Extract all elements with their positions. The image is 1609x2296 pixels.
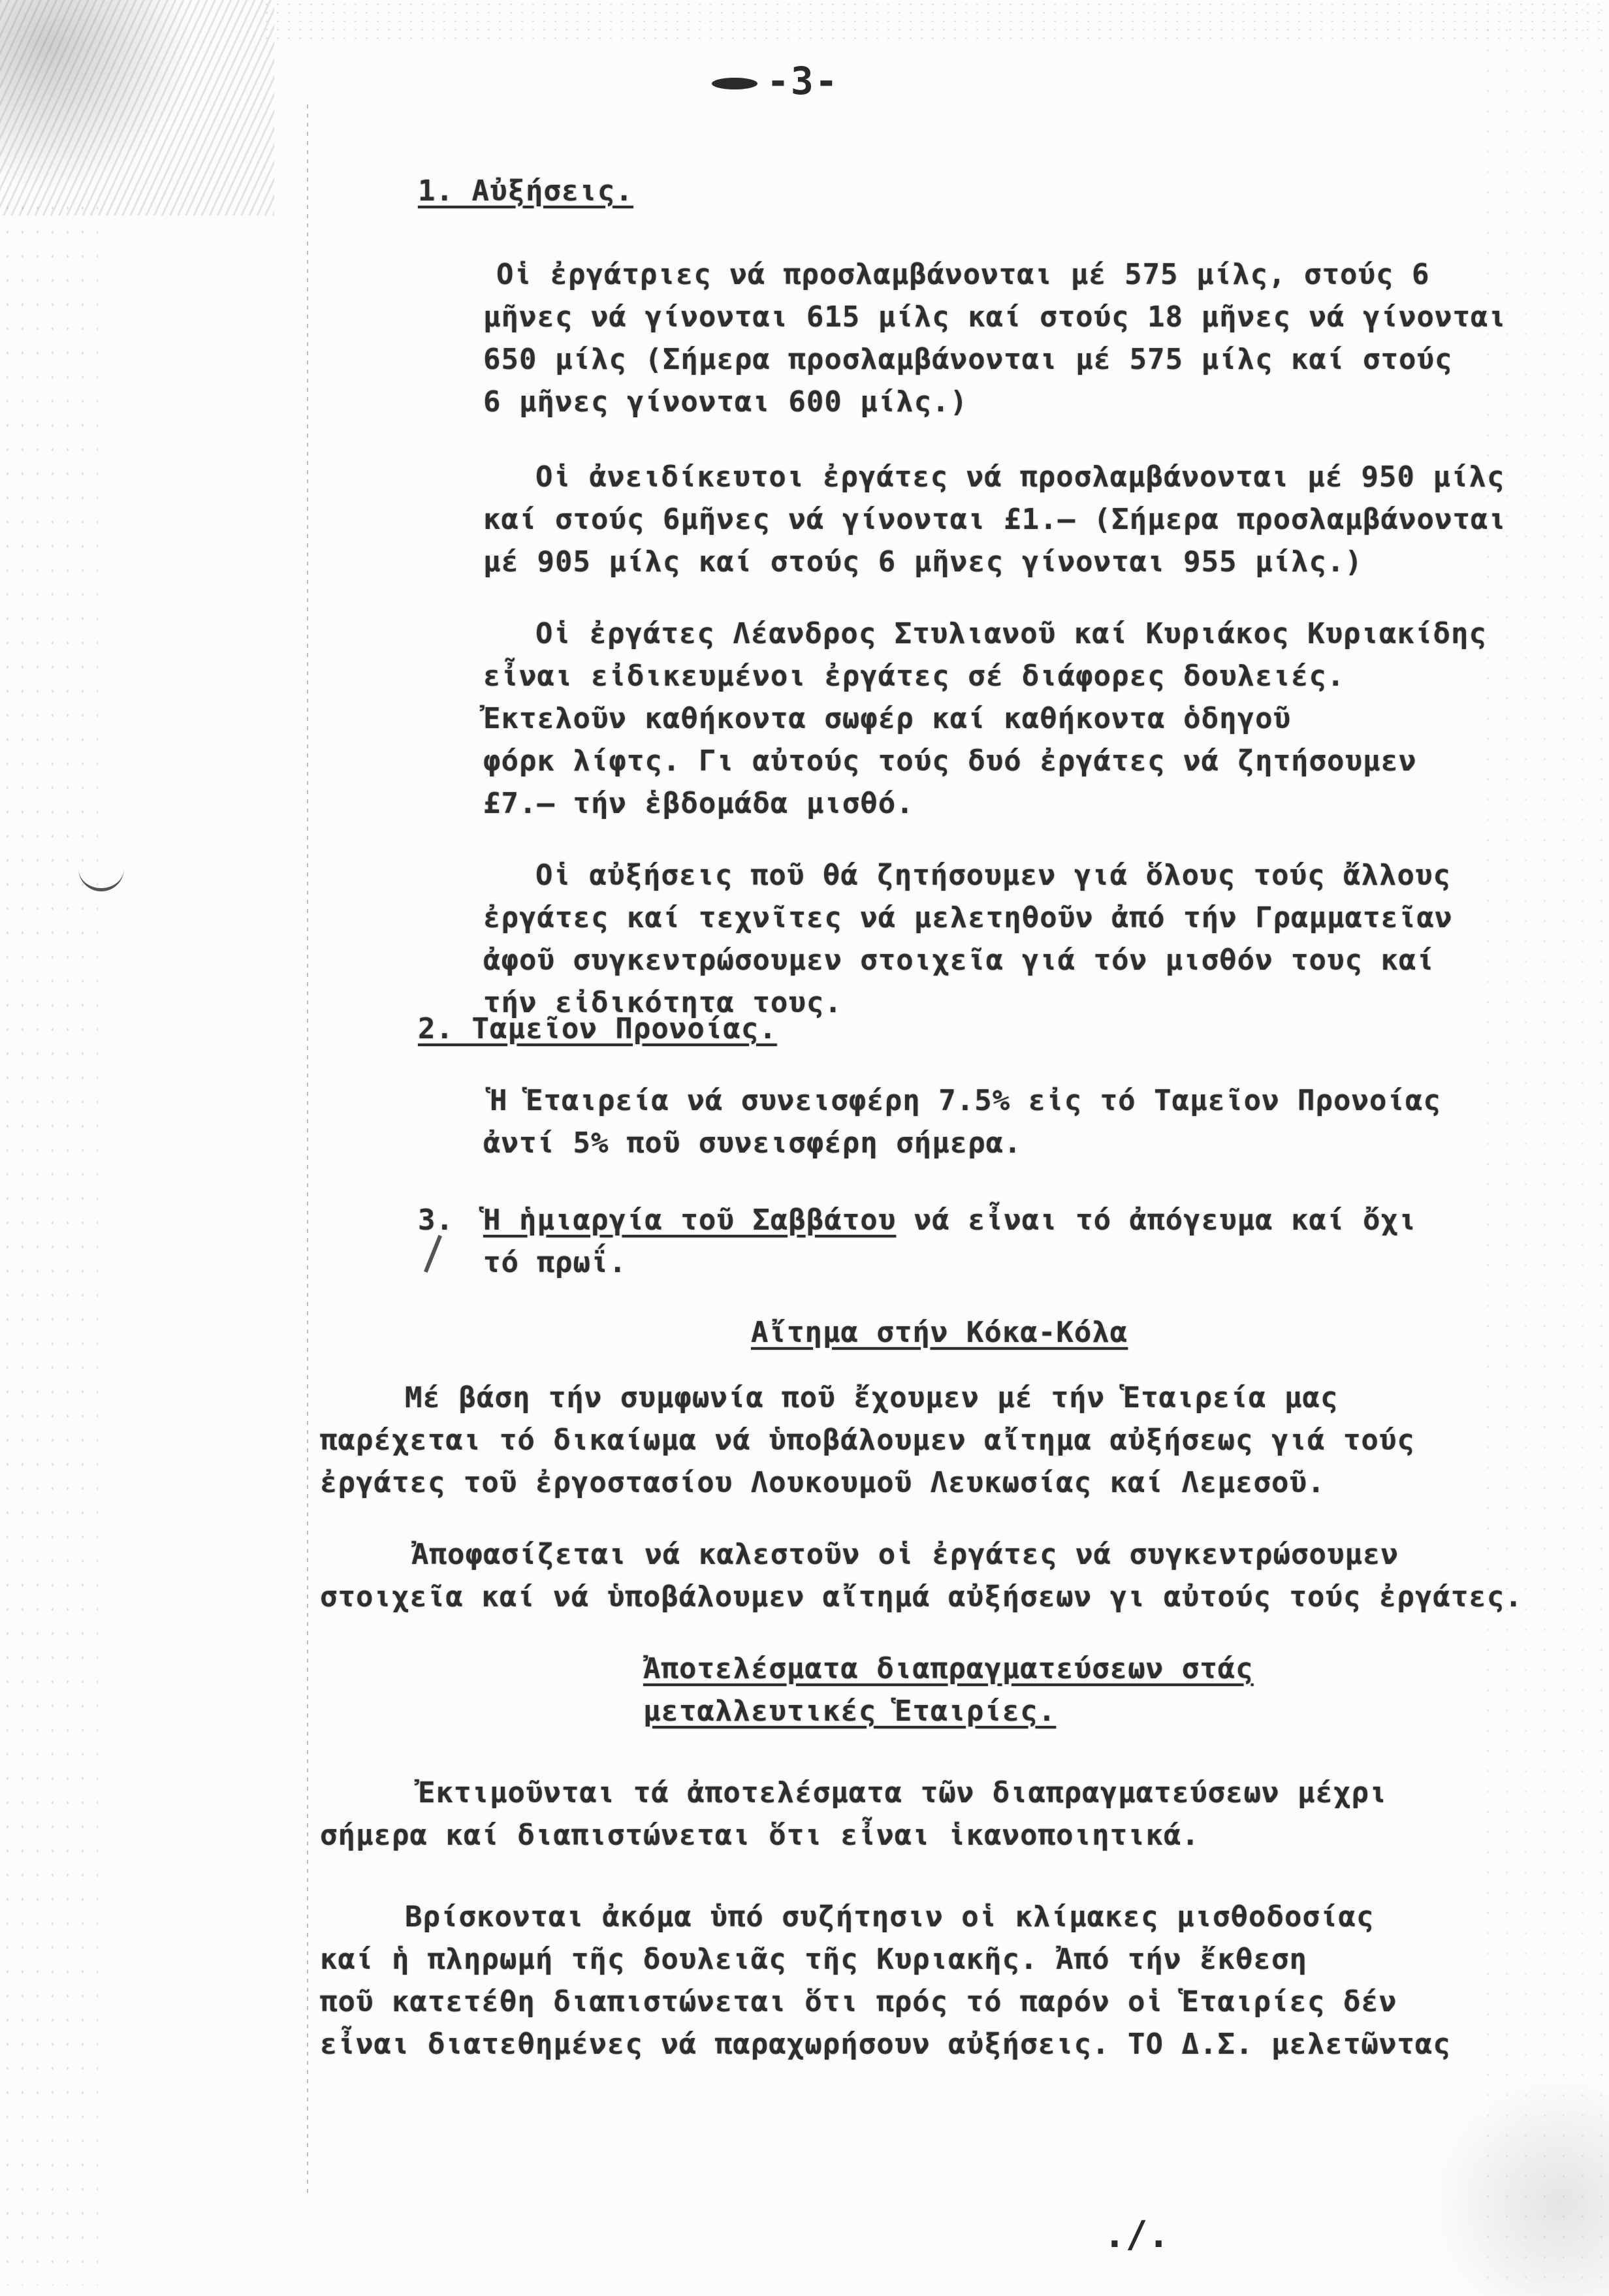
paragraph-line: ἐργάτες καί τεχνῖτες νά μελετηθοῦν ἀπό τήν Γραμματεῖαν [483,901,1453,934]
paragraph-line: Ἐκτελοῦν καθήκοντα σωφέρ καί καθήκοντα ὁδηγοῦ [483,702,1292,735]
section-heading: Ἀποτελέσματα διαπραγματεύσεων στάς [643,1652,1254,1685]
paragraph-line: Βρίσκονται ἀκόμα ὑπό συζήτησιν οἱ κλίμακες μισθοδοσίας [405,1900,1375,1934]
paragraph-line: Ἡ Ἑταιρεία νά συνεισφέρη 7.5% εἰς τό Ταμεῖον Προνοίας [490,1084,1441,1117]
section-heading: μεταλλευτικές Ἑταιρίες. [643,1695,1057,1728]
scan-artifact-top [261,0,1609,46]
section-heading: Αἴτημα στήν Κόκα-Κόλα [751,1316,1128,1349]
continuation-mark: ./. [1104,2214,1170,2256]
paragraph-line: Οἱ ἀνειδίκευτοι ἐργάτες νά προσλαμβάνονται μέ 950 μίλς [535,460,1505,494]
page-number: -3- [712,59,839,103]
paragraph-line: μῆνες νά γίνονται 615 μίλς καί στούς 18 μῆνες νά γίνονται [483,300,1506,334]
scan-artifact-corner [0,0,274,215]
paragraph-line: στοιχεῖα καί νά ὑποβάλουμεν αἴτημά αὐξήσεων γι αὐτούς τούς ἐργάτες. [320,1580,1523,1614]
paragraph-line: σήμερα καί διαπιστώνεται ὅτι εἶναι ἱκανοποιητικά. [320,1819,1200,1852]
paragraph-line: 650 μίλς (Σήμερα προσλαμβάνονται μέ 575 μίλς καί στούς [483,343,1453,376]
item-number: 3. [418,1204,454,1237]
paragraph-line: εἶναι διατεθημένες νά παραχωρήσουν αὐξήσεις. ΤΟ Δ.Σ. μελετῶντας [320,2028,1451,2061]
paragraph-line: μέ 905 μίλς καί στούς 6 μῆνες γίνονται 955 μίλς.) [483,545,1363,579]
paragraph-line: ποῦ κατετέθη διαπιστώνεται ὅτι πρός τό παρόν οἱ Ἑταιρίες δέν [320,1985,1397,2018]
paragraph-line: Οἱ ἐργάτες Λέανδρος Στυλιανοῦ καί Κυριάκος Κυριακίδης [535,617,1487,650]
underlined-phrase: Ἡ ἡμιαργία τοῦ Σαββάτου [483,1204,897,1237]
paragraph-line: ἀντί 5% ποῦ συνεισφέρη σήμερα. [483,1126,1022,1160]
paragraph-line: ἐργάτες τοῦ ἐργοστασίου Λουκουμοῦ Λευκωσίας καί Λεμεσοῦ. [320,1466,1326,1499]
ornament-icon [712,78,757,89]
paragraph-line: Μέ βάση τήν συμφωνία ποῦ ἔχουμεν μέ τήν Ἑταιρεία μας [405,1381,1339,1414]
paragraph-line: καί ἡ πληρωμή τῆς δουλειᾶς τῆς Κυριακῆς. Ἀπό τήν ἔκθεση [320,1943,1307,1976]
paragraph-line: τό πρωΐ. [483,1246,627,1279]
scan-artifact-right [1478,0,1609,2296]
paragraph-line: καί στούς 6μῆνες νά γίνονται £1.— (Σήμερα προσλαμβάνονται [483,503,1506,536]
section-heading: 1. Αὐξήσεις. [418,174,633,208]
paragraph-line: εἶναι εἰδικευμένοι ἐργάτες σέ διάφορες δουλειές. [483,660,1345,693]
paragraph-line: £7.— τήν ἑβδομάδα μισθό. [483,787,914,820]
paragraph-line: Ἐκτιμοῦνται τά ἀποτελέσματα τῶν διαπραγματεύσεων μέχρι [418,1776,1388,1810]
paragraph-line: φόρκ λίφτς. Γι αὐτούς τούς δυό ἐργάτες νά ζητήσουμεν [483,744,1417,778]
paragraph-line [483,1200,1417,1241]
scan-artifact-left [0,196,98,2286]
paragraph-line: Οἱ αὐξήσεις ποῦ θά ζητήσουμεν γιά ὅλους τούς ἄλλους [535,859,1452,892]
paragraph-line: ἀφοῦ συγκεντρώσουμεν στοιχεῖα γιά τόν μισθόν τους καί [483,944,1435,977]
paragraph-line: παρέχεται τό δικαίωμα νά ὑποβάλουμεν αἴτημα αὐξήσεως γιά τούς [320,1424,1415,1457]
paragraph-line: τήν εἰδικότητα τους. [483,986,842,1019]
paragraph-line: 6 μῆνες γίνονται 600 μίλς.) [483,385,968,419]
paragraph-line: Οἱ ἐργάτριες νά προσλαμβάνονται μέ 575 μίλς, στούς 6 [496,258,1430,291]
margin-rule [307,104,308,2194]
section-heading: 2. Ταμεῖον Προνοίας. [418,1012,777,1045]
paragraph-line: Ἀποφασίζεται νά καλεστοῦν οἱ ἐργάτες νά συγκεντρώσουμεν [411,1538,1399,1571]
line-rest: νά εἶναι τό ἀπόγευμα καί ὄχι [896,1204,1417,1237]
